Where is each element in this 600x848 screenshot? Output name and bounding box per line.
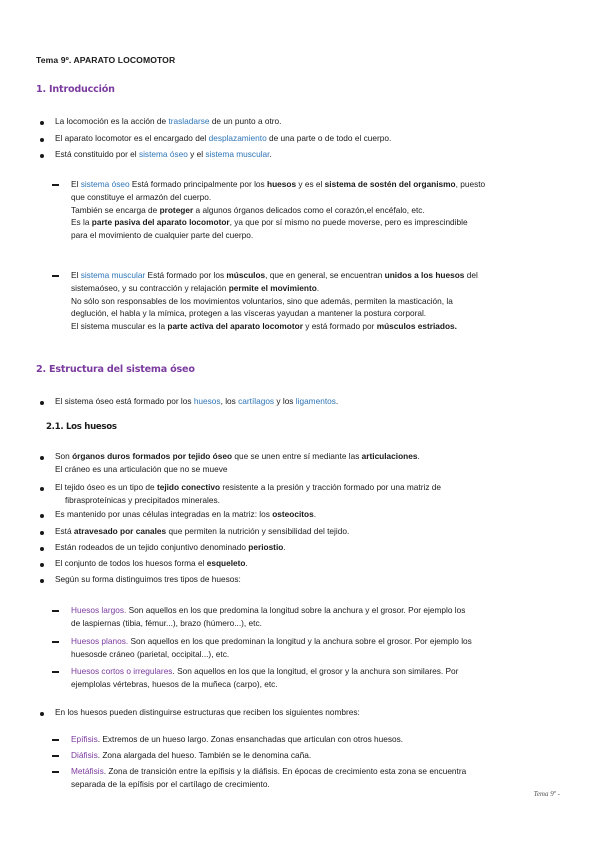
bullet-icon (40, 401, 44, 405)
bullet-icon (40, 563, 44, 567)
bullet-icon (40, 121, 44, 125)
sistema-muscular-paragraph: El sistema muscular Está formado por los músculos, que en general, se encuentran unidos a los huesos del sistemaóseo, y su contracción y relajación permite el movimiento. No sólo son responsables de los movimientos voluntarios, sino que además, permiten la masticación, la deglución, el habla y la mímica, protegen a las vísceras yayudan a mantener la postura corporal. El sistema muscular es la parte activa del aparato locomotor y está formado por músculos estriados. (71, 270, 478, 332)
huesos-bullet-7: Según su forma distinguimos tres tipos de huesos: (55, 574, 241, 584)
bullet-icon (40, 138, 44, 142)
intro-bullet-3: Está constituido por el sistema óseo y el sistema muscular. (55, 149, 272, 159)
bullet-icon (40, 547, 44, 551)
diafisis-item: Diáfisis. Zona alargada del hueso. También se le denomina caña. (71, 750, 312, 760)
dash-icon (52, 739, 59, 741)
bullet-icon (40, 579, 44, 583)
huesos-largos-item: Huesos largos. Son aquellos en los que predomina la longitud sobre la anchura y el grosor. Por ejemplo los de laspiernas (tibia, fémur...), brazo (húmero...), etc. (71, 605, 466, 628)
metafisis-item: Metáfisis. Zona de transición entre la epífisis y la diáfisis. En épocas de crecimiento esta zona se encuentra separada de la epífisis por el cartílago de crecimiento. (71, 766, 467, 789)
intro-bullet-2: El aparato locomotor es el encargado del desplazamiento de una parte o de todo el cuerpo. (55, 133, 392, 143)
dash-icon (52, 671, 59, 673)
huesos-bullet-5: Están rodeados de un tejido conjuntivo denominado periostio. (55, 542, 286, 552)
dash-icon (52, 771, 59, 773)
page-footer: Tema 9º - (533, 790, 560, 798)
subheading-los-huesos: 2.1. Los huesos (46, 422, 117, 432)
dash-icon (52, 755, 59, 757)
dash-icon (52, 184, 59, 186)
bullet-icon (40, 531, 44, 535)
dash-icon (52, 275, 59, 277)
huesos-bullet-3: Es mantenido por unas células integradas en la matriz: los osteocitos. (55, 509, 317, 519)
bullet-icon (40, 456, 44, 460)
huesos-bullet-6: El conjunto de todos los huesos forma el esqueleto. (55, 558, 248, 568)
huesos-bullet-1: Son órganos duros formados por tejido óseo que se unen entre sí mediante las articulaciones. El cráneo es una articulación que no se mueve (55, 451, 420, 474)
huesos-bullet-2: El tejido óseo es un tipo de tejido conectivo resistente a la presión y tracción formado por una matriz de fibrasproteínicas y precipitados minerales. (55, 482, 442, 505)
estructuras-bullet: En los huesos pueden distinguirse estructuras que reciben los siguientes nombres: (55, 707, 360, 717)
sistema-oseo-paragraph: El sistema óseo Está formado principalmente por los huesos y es el sistema de sostén del organismo, puesto que constituye el armazón del cuerpo. También se encarga de proteger a algunos órganos delicados como el corazón,el encéfalo, etc. Es la parte pasiva del aparato locomotor, ya que por sí mismo no puede moverse, pero es imprescindible para el movimiento de cualquier parte del cuerpo. (71, 179, 486, 241)
huesos-planos-item: Huesos planos. Son aquellos en los que predominan la longitud y la anchura sobre el grosor. Por ejemplo los huesosde cráneo (parietal, occipital...), etc. (71, 636, 472, 659)
intro-bullet-1: La locomoción es la acción de trasladarse de un punto a otro. (55, 116, 282, 126)
estructura-bullet: El sistema óseo está formado por los huesos, los cartílagos y los ligamentos. (55, 396, 339, 406)
page-title: Tema 9º. APARATO LOCOMOTOR (36, 55, 176, 65)
dash-icon (52, 610, 59, 612)
dash-icon (52, 641, 59, 643)
section-heading-introduccion: 1. Introducción (36, 84, 115, 95)
bullet-icon (40, 712, 44, 716)
bullet-icon (40, 487, 44, 491)
bullet-icon (40, 154, 44, 158)
bullet-icon (40, 514, 44, 518)
huesos-bullet-4: Está atravesado por canales que permiten la nutrición y sensibilidad del tejido. (55, 526, 350, 536)
huesos-cortos-item: Huesos cortos o irregulares. Son aquellos en los que la longitud, el grosor y la anchura son similares. Por ejemplolas vértebras, huesos de la muñeca (carpo), etc. (71, 666, 459, 689)
section-heading-estructura: 2. Estructura del sistema óseo (36, 364, 195, 375)
epifisis-item: Epífisis. Extremos de un hueso largo. Zonas ensanchadas que articulan con otros huesos. (71, 734, 404, 744)
